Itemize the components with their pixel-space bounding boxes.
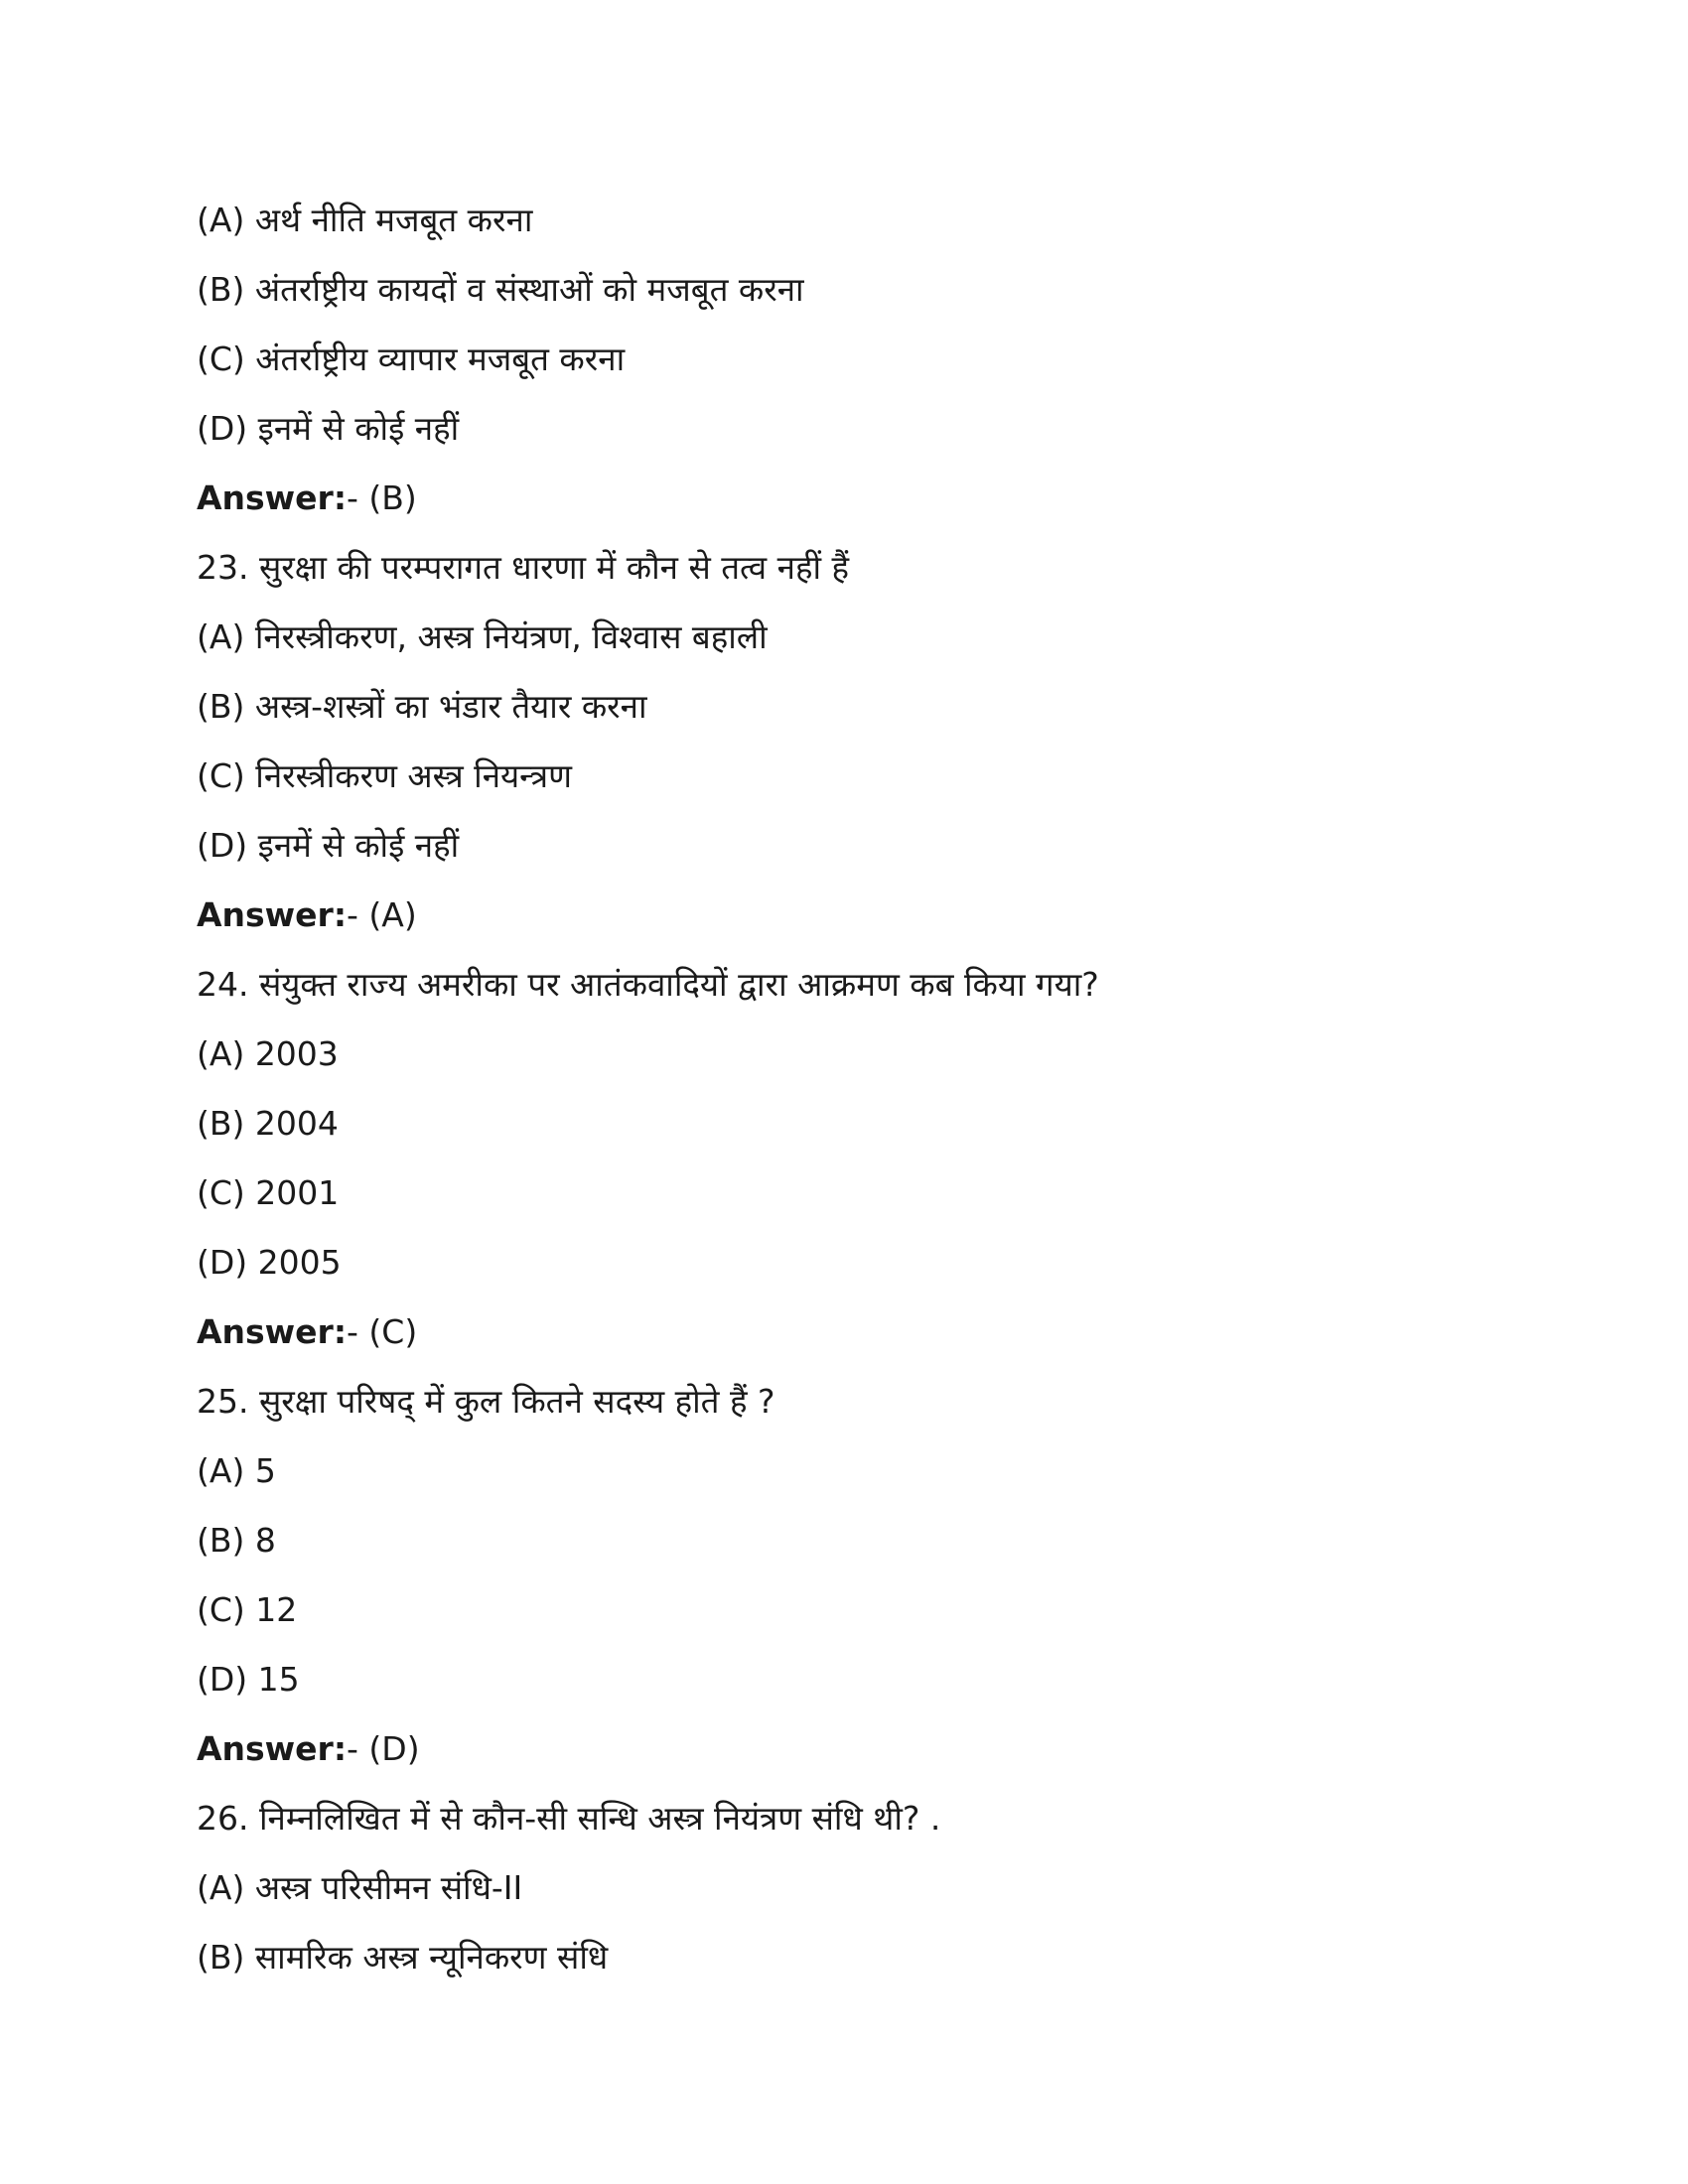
option-line <box>197 1862 1487 1932</box>
answer-label: Answer: <box>197 1312 348 1351</box>
option-text: (C) निरस्त्रीकरण अस्त्र नियन्त्रण <box>197 756 572 795</box>
option-line <box>197 1515 1487 1584</box>
answer-label: Answer: <box>197 1729 348 1768</box>
option-line <box>197 820 1487 889</box>
question-line <box>197 959 1487 1028</box>
option-text: (A) अर्थ नीति मजबूत करना <box>197 201 533 239</box>
option-line <box>197 403 1487 473</box>
option-line <box>197 612 1487 681</box>
question-line <box>197 1793 1487 1862</box>
option-line <box>197 1932 1487 2001</box>
option-text: (C) 2001 <box>197 1173 340 1212</box>
option-text: (B) 8 <box>197 1521 276 1560</box>
option-line <box>197 334 1487 403</box>
answer-value: - (D) <box>347 1729 420 1768</box>
option-text: (A) 2003 <box>197 1034 339 1073</box>
question-text: 25. सुरक्षा परिषद् में कुल कितने सदस्य होते हैं ? <box>197 1382 775 1421</box>
option-line <box>197 751 1487 820</box>
answer-line <box>197 473 1487 542</box>
answer-line <box>197 1723 1487 1793</box>
answer-value: - (B) <box>347 478 417 517</box>
option-line <box>197 264 1487 334</box>
option-line <box>197 1654 1487 1723</box>
option-line <box>197 1237 1487 1306</box>
option-text: (C) अंतर्राष्ट्रीय व्यापार मजबूत करना <box>197 340 626 378</box>
option-line <box>197 681 1487 751</box>
question-line <box>197 542 1487 612</box>
answer-line <box>197 1306 1487 1376</box>
question-list <box>197 195 1487 2001</box>
option-line <box>197 1098 1487 1167</box>
option-text: (A) 5 <box>197 1451 276 1490</box>
option-text: (A) अस्त्र परिसीमन संधि-II <box>197 1868 523 1907</box>
answer-label: Answer: <box>197 478 348 517</box>
option-text: (D) 15 <box>197 1660 300 1699</box>
option-line <box>197 1028 1487 1098</box>
question-text: 26. निम्नलिखित में से कौन-सी सन्धि अस्त्र नियंत्रण संधि थी? . <box>197 1799 941 1838</box>
question-text: 23. सुरक्षा की परम्परागत धारणा में कौन से तत्व नहीं हैं <box>197 548 850 587</box>
option-text: (B) अस्त्र-शस्त्रों का भंडार तैयार करना <box>197 687 647 726</box>
option-text: (D) 2005 <box>197 1243 342 1282</box>
option-text: (D) इनमें से कोई नहीं <box>197 409 460 448</box>
answer-line <box>197 889 1487 959</box>
option-text: (B) अंतर्राष्ट्रीय कायदों व संस्थाओं को मजबूत करना <box>197 270 804 309</box>
option-text: (C) 12 <box>197 1590 298 1629</box>
question-line <box>197 1376 1487 1445</box>
answer-value: - (C) <box>347 1312 418 1351</box>
answer-label: Answer: <box>197 895 348 934</box>
option-line <box>197 1167 1487 1237</box>
question-text: 24. संयुक्त राज्य अमरीका पर आतंकवादियों द्वारा आक्रमण कब किया गया? <box>197 965 1099 1004</box>
option-text: (B) 2004 <box>197 1104 339 1143</box>
option-text: (D) इनमें से कोई नहीं <box>197 826 460 865</box>
answer-value: - (A) <box>347 895 417 934</box>
option-text: (B) सामरिक अस्त्र न्यूनिकरण संधि <box>197 1938 609 1977</box>
option-line <box>197 195 1487 264</box>
option-text: (A) निरस्त्रीकरण, अस्त्र नियंत्रण, विश्वास बहाली <box>197 617 768 656</box>
option-line <box>197 1584 1487 1654</box>
option-line <box>197 1445 1487 1515</box>
